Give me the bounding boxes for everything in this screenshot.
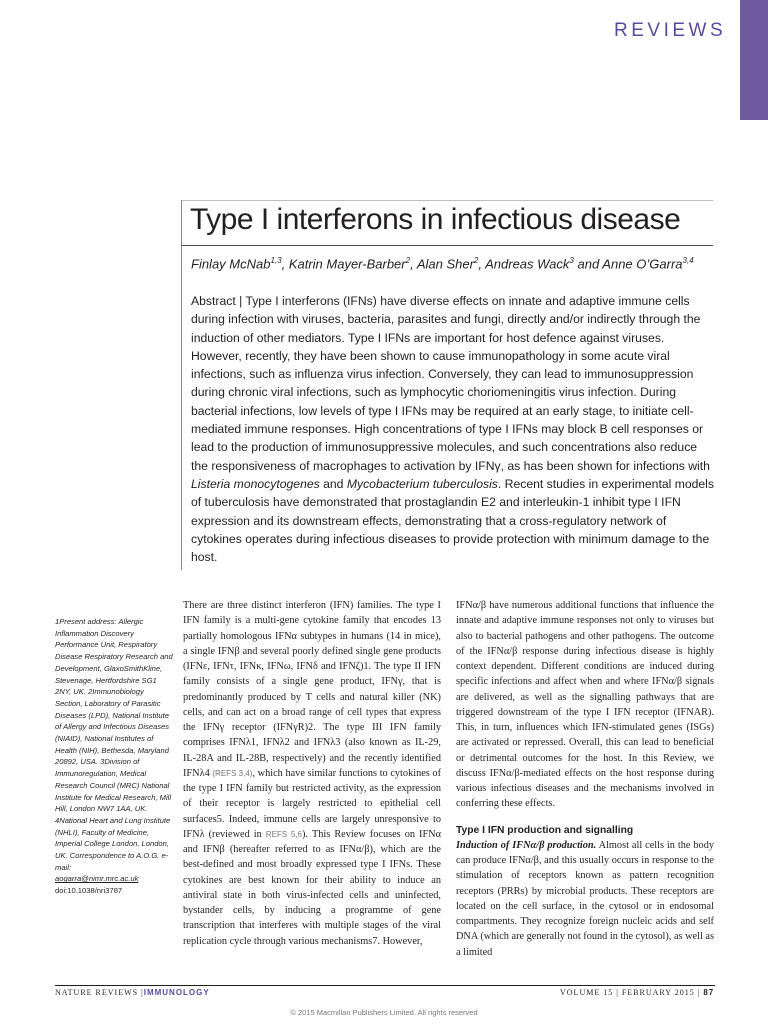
section-color-tab <box>740 0 768 120</box>
footer-rule <box>55 985 715 986</box>
section-label: REVIEWS <box>614 20 727 41</box>
email-link[interactable]: aogarra@nimr.mrc.ac.uk <box>55 874 139 884</box>
author-list: Finlay McNab$^{1,3}$, Katrin Mayer-Barber$^2$, Alan Sher$^2$, Andreas Wack$^3$ and Anne O’Garra$^{3,4}$ <box>191 256 694 272</box>
page-number: 87 <box>703 988 715 997</box>
abstract-italic-2: Mycobacterium tuberculosis <box>346 476 498 491</box>
reference-link[interactable]: (REFS 3,4) <box>212 768 253 778</box>
subsection-heading: Induction of IFNα/β production. <box>456 839 597 851</box>
article-title: Type I interferons in infectious disease <box>190 203 681 236</box>
abstract-italic-1: Listeria monocytogenes <box>191 476 320 491</box>
affiliation-notes <box>55 616 173 897</box>
abstract-label: Abstract | <box>191 294 243 308</box>
reference-link[interactable]: REFS 5,6 <box>265 829 302 839</box>
affiliation-text: 1Present address: Allergic Inflammation Discovery Performance Unit, Respiratory Disease Respiratory Research and Development, GlaxoSmithKline, Stevenage, Hertfordshire SG1 2NY, UK. 2Immunobiology Section, Laboratory of Parasitic Diseases (LPD), National Institute of Allergy and Infectious Diseases (NIAID), National Institutes of Health (NIH), Bethesda, Maryland 20892, USA. 3Division of Immunoregulation, Medical Research Council (MRC) National Institute for Medical Research, Mill Hill, London NW7 1AA, UK. 4National Heart and Lung Institute (NHLI), Faculty of Medicine, Imperial College London, London, UK. Correspondence to A.O.G. e-mail: <box>55 617 173 872</box>
doi: doi:10.1038/nri3787 <box>55 886 123 896</box>
issue-info: VOLUME 15 | FEBRUARY 2015 | 87 <box>560 988 715 997</box>
journal-name: NATURE REVIEWS |IMMUNOLOGY <box>55 988 210 997</box>
section-heading: Type I IFN production and signalling <box>456 824 634 836</box>
body-column-1: There are three distinct interferon (IFN) families. The type I IFN family is a multi-gene cytokine family that encodes 13 partially homologous IFNα subtypes in humans (14 in mice), a single IFNβ and several poorly defined single gene products (IFNε, IFNτ, IFNκ, IFNω, IFNδ and IFNζ)1. The type II IFN family consists of a single gene product, IFNγ, that is predominantly produced by T cells and natural killer (NK) cells, and can act on a broad range of cell types that express the IFNγ receptor (IFNγR)2. The type III IFN family comprises IFNλ1, IFNλ2 and IFNλ3 (also known as IL-29, IL-28A and IL-28B, respectively) and the recently identified IFNλ4 (REFS 3,4), which have similar functions to cytokines of the type I IFN family but restricted activity, as the expression of their receptor is largely restricted to epithelial cell surfaces5. Indeed, immune cells are largely unresponsive to IFNλ (reviewed in REFS 5,6). This Review focuses on IFNα and IFNβ (hereafter referred to as IFNα/β), which are the best-defined and most broadly expressed type I IFNs. These cytokines are best known for their ability to induce an antiviral state in both virus-infected cells and uninfected, bystander cells, by inducing a programme of gene transcription that interferes with multiple stages of the viral replication cycle through various mechanisms7. However, <box>183 600 442 947</box>
body-column-2: IFNα/β have numerous additional functions that influence the innate and adaptive immune responses not only to viruses but also to bacterial pathogens and other pathogens. The outcome of the IFNα/β response during infectious disease is highly context dependent. Different conditions are induced during specific infections and affect when and where IFNα/β signals are delivered, as well as the signalling pathways that are triggered downstream of the type I IFN receptor (IFNAR). This, in turn, influences which IFN-stimulated genes (ISGs) are activated or repressed. Overall, this can lead to beneficial or detrimental outcomes for the host. In this Review, we discuss IFNα/β-mediated effects on the host response during various infectious diseases and the mechanisms involved in conferring these effects. Type I IFN production and signalling Induction of IFNα/β production. Almost all cells in the body can produce IFNα/β, and this usually occurs in response to the stimulation of receptors known as pattern recognition receptors (PRRs) by microbial products. These receptors are located on the cell surface, in the cytosol or in endosomal compartments. They recognize foreign nucleic acids and self DNA (which are generally not found in the cytosol), as well as a limited <box>456 600 714 958</box>
abstract-text-1: Type I interferons (IFNs) have diverse effects on innate and adaptive immune cells during infection with viruses, bacteria, parasites and fungi, directly and/or indirectly through the induction of other mediators. Type I IFNs are important for host defence against viruses. However, recently, they have been shown to cause immunopathology in some acute viral infections, such as influenza virus infection. Conversely, they can lead to immunosuppression during chronic viral infections, such as lymphocytic choriomeningitis virus infection. During bacterial infections, low levels of type I IFNs may be required at an early stage, to initiate cell-mediated immune responses. High concentrations of type I IFNs may block B cell responses or lead to the production of immunosuppressive molecules, and such concentrations also reduce the responsiveness of macrophages to activation by IFNγ, as has been shown for infections with <box>191 294 710 473</box>
abstract: Abstract | Type I interferons (IFNs) have diverse effects on innate and adaptive immune cells during infection with viruses, bacteria, parasites and fungi, directly and/or indirectly through the induction of other mediators. Type I IFNs are important for host defence against viruses. However, recently, they have been shown to cause immunopathology in some acute viral infections, such as influenza virus infection. Conversely, they can lead to immunosuppression during chronic viral infections, such as lymphocytic choriomeningitis virus infection. During bacterial infections, low levels of type I IFNs may be required at an early stage, to initiate cell-mediated immune responses. High concentrations of type I IFNs may block B cell responses or lead to the production of immunosuppressive molecules, and such concentrations also reduce the responsiveness of macrophages to activation by IFNγ, as has been shown for infections with Listeria monocytogenes and Mycobacterium tuberculosis. Recent studies in experimental models of tuberculosis have demonstrated that prostaglandin E2 and interleukin-1 inhibit type I IFN expression and its downstream effects, demonstrating that a cross-regulatory network of cytokines operates during infectious diseases to provide protection with minimum damage to the host. <box>191 294 714 565</box>
abstract-text-2: . Recent studies in experimental models of tuberculosis have demonstrated that prostaglandin E2 and interleukin-1 inhibit type I IFN expression and its downstream effects, demonstrating that a cross-regulatory network of cytokines operates during infectious diseases to provide protection with minimum damage to the host. <box>191 476 714 565</box>
title-underline <box>181 245 713 246</box>
title-top-rule <box>181 200 713 201</box>
title-vertical-rule <box>181 200 182 570</box>
copyright: © 2015 Macmillan Publishers Limited. All rights reserved <box>290 1008 478 1017</box>
